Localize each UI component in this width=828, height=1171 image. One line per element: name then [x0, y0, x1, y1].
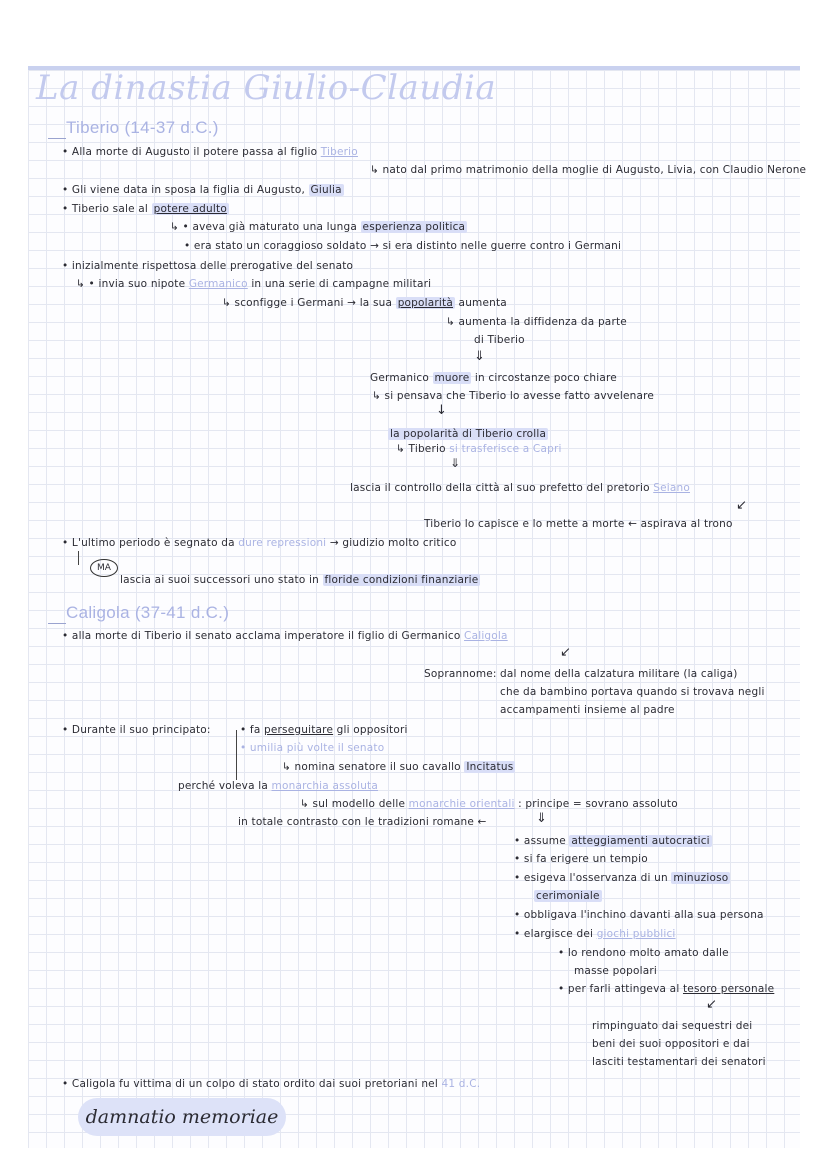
tiberio-line-16: • L'ultimo periodo è segnato da dure repressioni → giudizio molto critico [62, 537, 457, 549]
caligola-b7: • per farli attingeva al tesoro personale [558, 983, 775, 995]
caligola-nick-1: dal nome della calzatura militare (la caliga) [500, 668, 738, 680]
tiberio-line-12: la popolarità di Tiberio crolla [390, 428, 547, 440]
tiberio-line-6: • inizialmente rispettosa delle prerogative del senato [62, 260, 354, 272]
tiberio-line-4: ↳ • aveva già maturato una lunga esperienza politica [170, 221, 466, 233]
tiberio-line-5: • era stato un coraggioso soldato → si era distinto nelle guerre contro i Germani [184, 240, 622, 252]
caligola-p2: perché voleva la monarchia assoluta [178, 780, 378, 792]
heading-rule [48, 138, 66, 139]
caligola-b6: • lo rendono molto amato dalle [558, 947, 729, 959]
caligola-nick-2: che da bambino portava quando si trovava negli [500, 686, 765, 698]
tiberio-line-1-sub: ↳ nato dal primo matrimonio della moglie di Augusto, Livia, con Claudio Nerone [370, 164, 807, 176]
caligola-b3b: cerimoniale [536, 890, 600, 902]
tiberio-line-9: ↳ aumenta la diffidenza da parte [446, 316, 627, 328]
caligola-p1-c: ↳ nomina senatore il suo cavallo Incitatus [282, 761, 514, 773]
caligola-p1-a: • fa perseguitare gli oppositori [240, 724, 408, 736]
tiberio-line-13: ↳ Tiberio si trasferisce a Capri [396, 443, 562, 455]
tiberio-line-2: • Gli viene data in sposa la figlia di Augusto, Giulia [62, 184, 342, 196]
page-title: La dinastia Giulio-Claudia [36, 68, 497, 108]
caligola-p4: in totale contrasto con le tradizioni romane ← [238, 816, 487, 828]
caligola-line-1: • alla morte di Tiberio il senato acclama imperatore il figlio di Germanico Caligola [62, 630, 508, 642]
caligola-b8: rimpinguato dai sequestri dei [592, 1020, 753, 1032]
bracket-line [236, 730, 237, 780]
caligola-p3: ↳ sul modello delle monarchie orientali : principe = sovrano assoluto [300, 798, 678, 810]
tiberio-line-7: ↳ • invia suo nipote Germanico in una serie di campagne militari [76, 278, 432, 290]
down-arrow-icon-4: ↙ [736, 498, 748, 513]
tiberio-line-8: ↳ sconfigge i Germani → la sua popolarità aumenta [222, 297, 507, 309]
caligola-b5: • elargisce dei giochi pubblici [514, 928, 676, 940]
caligola-nick-3: accampamenti insieme al padre [500, 704, 675, 716]
down-arrow-icon-7: ↙ [706, 997, 718, 1012]
ma-badge: MA [90, 559, 118, 577]
section-heading-caligola: Caligola (37-41 d.C.) [66, 603, 230, 622]
tiberio-line-15: Tiberio lo capisce e lo mette a morte ← aspirava al trono [424, 518, 733, 530]
connector-line [78, 551, 79, 565]
tiberio-line-9b: di Tiberio [474, 334, 525, 346]
down-arrow-icon-3: ⇓ [450, 456, 461, 470]
caligola-b6b: masse popolari [574, 965, 657, 977]
caligola-b4: • obbligava l'inchino davanti alla sua persona [514, 909, 764, 921]
tiberio-line-11: ↳ si pensava che Tiberio lo avesse fatto avvelenare [372, 390, 655, 402]
caligola-b2: • si fa erigere un tempio [514, 853, 648, 865]
caligola-b8b: beni dei suoi oppositori e dai [592, 1038, 750, 1050]
caligola-nick-label: Soprannome: [424, 668, 497, 680]
section-heading-tiberio: Tiberio (14-37 d.C.) [66, 118, 219, 137]
tiberio-line-17: lascia ai suoi successori uno stato in floride condizioni finanziarie [120, 574, 479, 586]
heading-rule-2 [48, 623, 66, 624]
tiberio-line-10: Germanico muore in circostanze poco chiare [370, 372, 617, 384]
tiberio-line-1: • Alla morte di Augusto il potere passa al figlio Tiberio [62, 146, 358, 158]
down-arrow-icon-5: ↙ [560, 645, 572, 660]
down-arrow-icon-2: ↓ [436, 403, 448, 418]
caligola-end: • Caligola fu vittima di un colpo di stato ordito dai suoi pretoriani nel 41 d.C. [62, 1078, 481, 1090]
caligola-b1: • assume atteggiamenti autocratici [514, 835, 710, 847]
caligola-b3: • esigeva l'osservanza di un minuzioso [514, 872, 729, 884]
caligola-b8c: lasciti testamentari dei senatori [592, 1056, 766, 1068]
caligola-p1-b: • umilia più volte il senato [240, 742, 385, 754]
down-arrow-icon: ⇓ [474, 349, 486, 364]
damnatio-memoriae-badge: damnatio memoriae [78, 1098, 286, 1136]
tiberio-line-14: lascia il controllo della città al suo prefetto del pretorio Seiano [350, 482, 690, 494]
caligola-principato: • Durante il suo principato: [62, 724, 211, 736]
down-arrow-icon-6: ⇓ [536, 811, 548, 826]
tiberio-line-3: • Tiberio sale al potere adulto [62, 203, 227, 215]
